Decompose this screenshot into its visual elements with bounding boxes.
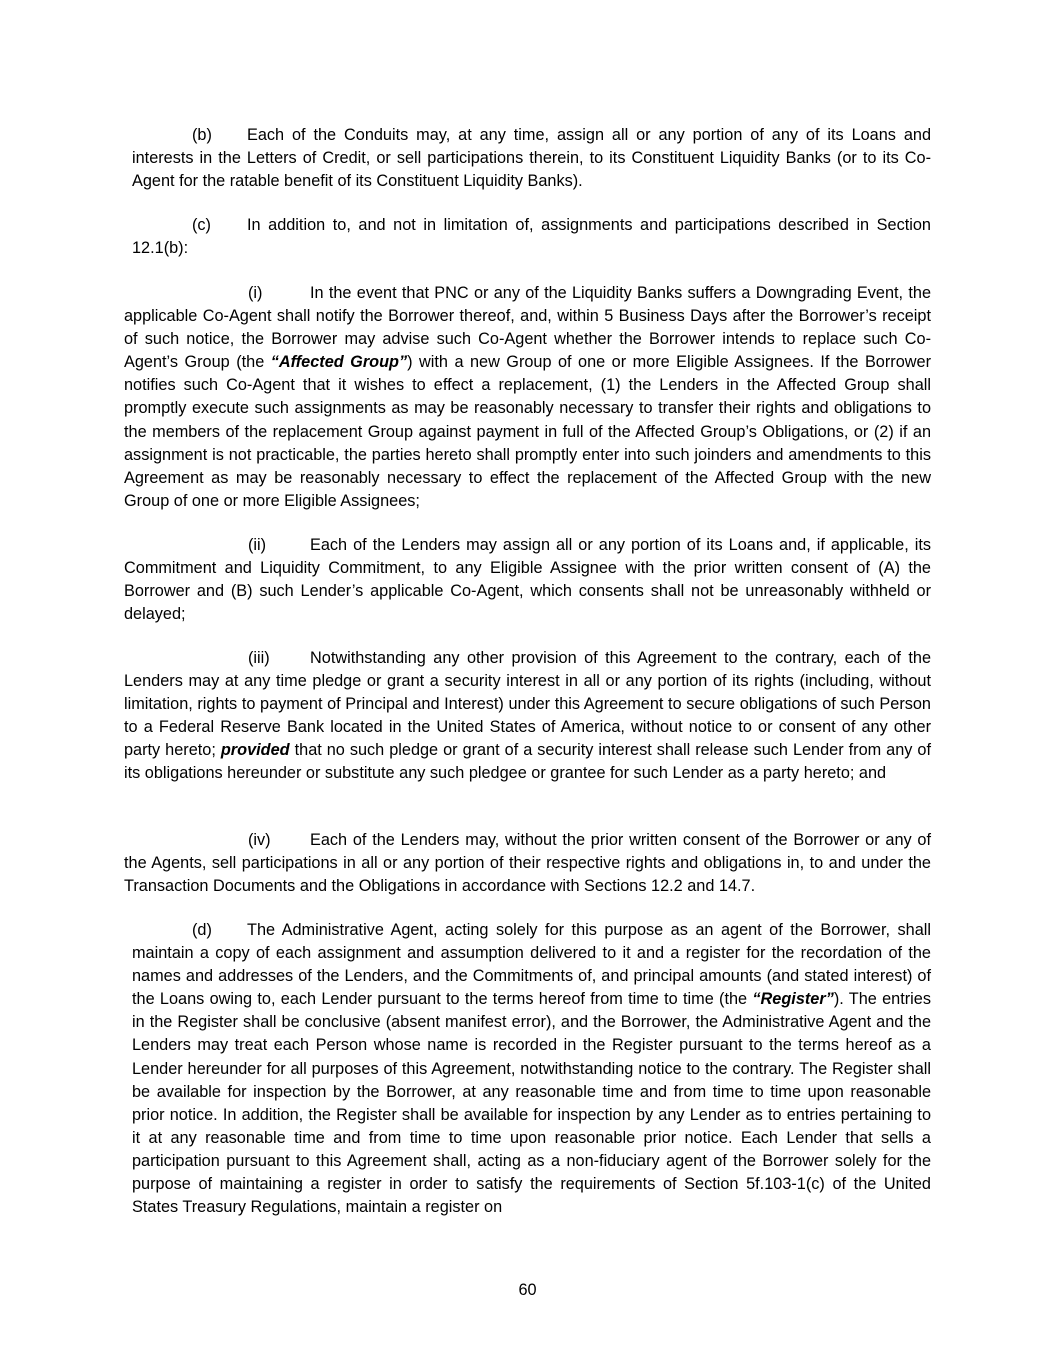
paragraph-b (132, 124, 931, 193)
paragraph-text: In addition to, and not in limitation of, assignments and participations described in Section 12.1(b): (132, 216, 931, 258)
paragraph-label: (c) (192, 216, 211, 234)
paragraph-c (132, 214, 931, 260)
paragraph-label: (iii) (248, 649, 270, 667)
defined-term-affected-group: “Affected Group” (270, 353, 408, 372)
emphasis-provided: provided (220, 741, 290, 760)
paragraph-c-iv (124, 829, 931, 898)
paragraph-label: (b) (192, 126, 212, 144)
paragraph-text: Each of the Lenders may assign all or any portion of its Loans and, if applicable, its Commitment and Liquidity Commitment, to any Eligible Assignee with the prior written consent of (A) the Borrower and (B) such Lender’s applicable Co-Agent, which consents shall not be unreasonably withheld or delayed; (124, 536, 931, 624)
paragraph-c-iii (124, 647, 931, 786)
paragraph-c-ii (124, 534, 931, 626)
paragraph-text-continued: that no such pledge or grant of a security interest shall release such Lender from any of its obligations hereunder or substitute any such pledgee or grantee for such Lender as a party hereto; and (124, 741, 931, 783)
paragraph-label: (ii) (248, 536, 267, 554)
paragraph-label: (iv) (248, 831, 271, 849)
paragraph-text: Notwithstanding any other provision of this Agreement to the contrary, each of the Lenders may at any time pledge or grant a security interest in all or any portion of its rights (including, without limitation, rights to payment of Principal and Interest) under this Agreement to secure obligations of such Person to a Federal Reserve Bank located in the United States of America, without notice to or consent of any other party hereto; (124, 649, 931, 760)
paragraph-label: (i) (248, 284, 263, 302)
paragraph-text: Each of the Lenders may, without the prior written consent of the Borrower or any of the Agents, sell participations in all or any portion of their respective rights and obligations in, to and under the Transaction Documents and the Obligations in accordance with Sections 12.2 and 14.7. (124, 831, 931, 896)
page-number: 60 (518, 1281, 537, 1299)
paragraph-text: The Administrative Agent, acting solely for this purpose as an agent of the Borrower, shall maintain a copy of each assignment and assumption delivered to it and a register for the recordation of the names and addresses of the Lenders, and the Commitments of, and principal amounts (and stated interest) of the Loans owing to, each Lender pursuant to the terms hereof from time to time (the (132, 921, 931, 1009)
paragraph-text: In the event that PNC or any of the Liquidity Banks suffers a Downgrading Event, the applicable Co-Agent shall notify the Borrower thereof, and, within 5 Business Days after the Borrower’s receipt of such notice, the Borrower may advise such Co-Agent whether the Borrower intends to replace such Co-Agent’s Group (the (124, 284, 931, 372)
paragraph-text-continued: ) with a new Group of one or more Eligible Assignees. If the Borrower notifies such Co-Agent that it wishes to effect a replacement, (1) the Lenders in the Affected Group shall promptly execute such assignments as may be reasonably necessary to transfer their rights and obligations to the members of the replacement Group against payment in full of the Affected Group’s Obligations, or (2) if an assignment is not practicable, the parties hereto shall promptly enter into such joinders and amendments to this Agreement as may be reasonably necessary to effect the replacement of the Affected Group with the new Group of one or more Eligible Assignees; (124, 353, 931, 510)
paragraph-text-continued: ). The entries in the Register shall be conclusive (absent manifest error), and the Borrower, the Administrative Agent and the Lenders may treat each Person whose name is recorded in the Register pursuant to the terms hereof as a Lender hereunder for all purposes of this Agreement, notwithstanding notice to the contrary. The Register shall be available for inspection by the Borrower, at any reasonable time and from time to time upon reasonable prior notice. In addition, the Register shall be available for inspection by any Lender as to entries pertaining to it at any reasonable time and from time to time upon reasonable prior notice. Each Lender that sells a participation pursuant to this Agreement shall, acting as a non-fiduciary agent of the Borrower solely for the purpose of maintaining a register in order to satisfy the requirements of Section 5f.103-1(c) of the United States Treasury Regulations, maintain a register on (132, 990, 931, 1217)
paragraph-text: Each of the Conduits may, at any time, assign all or any portion of any of its Loans and interests in the Letters of Credit, or sell participations therein, to its Constituent Liquidity Banks (or to its Co-Agent for the ratable benefit of its Constituent Liquidity Banks). (132, 126, 931, 191)
paragraph-label: (d) (192, 921, 212, 939)
paragraph-c-i (124, 282, 931, 513)
paragraph-d (132, 919, 931, 1219)
defined-term-register: “Register” (752, 990, 834, 1009)
